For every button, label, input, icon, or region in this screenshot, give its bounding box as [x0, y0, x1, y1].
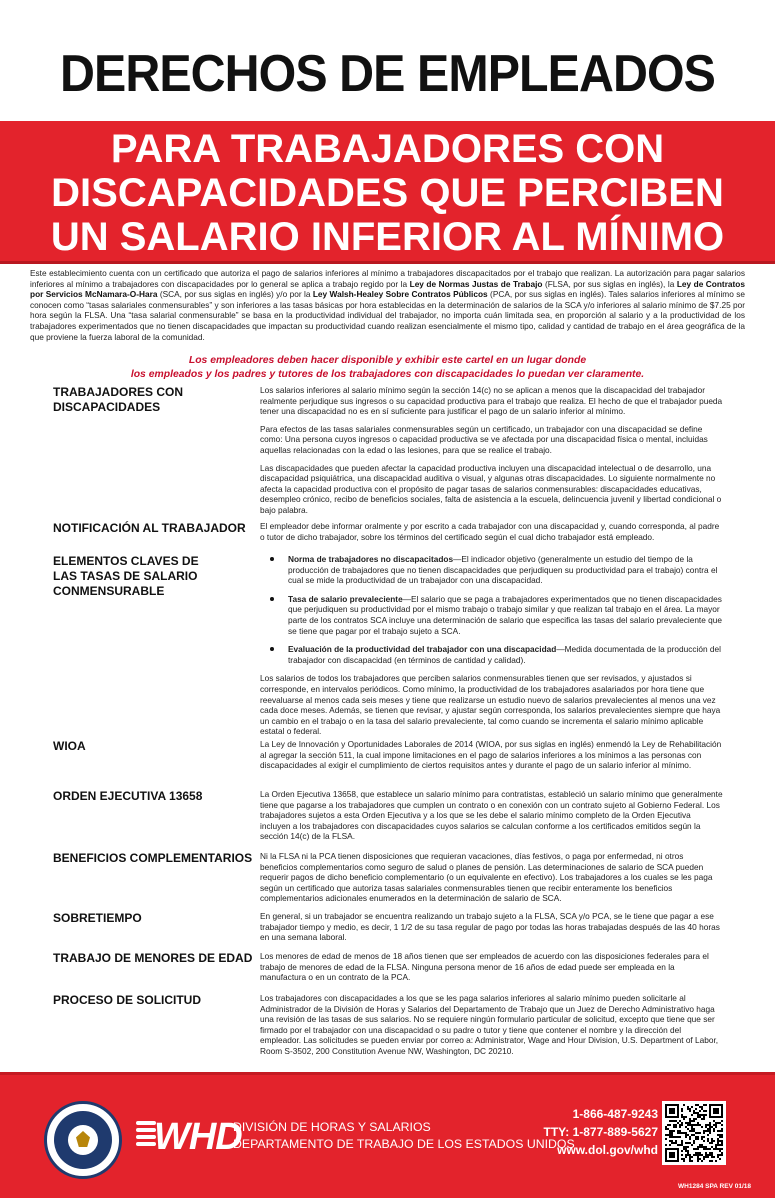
section-heading: BENEFICIOS COMPLEMENTARIOS — [53, 851, 253, 865]
section-heading: ELEMENTOS CLAVES DE LAS TASAS DE SALARIO CONMENSURABLE — [53, 554, 199, 598]
posting-notice — [30, 354, 745, 381]
phone-number: 1-866-487-9243 — [572, 1107, 658, 1121]
section-heading: PROCESO DE SOLICITUD — [53, 993, 202, 1007]
key-elements-list — [260, 554, 723, 665]
poster-title: DERECHOS DE EMPLEADOS — [60, 45, 715, 103]
section-body: Norma de trabajadores no discapacitados—El indicador objetivo (generalmente un estudio del tiempo de la producción de trabajadores que no tienen discapacidades que perjudiquen su productividad para el trabajo) contra el cual se mide la productividad de un trabajador con una discapacidad. Tasa de salario prevaleciente—El salario que se paga a trabajadores experimentados que no tienen discapacidades que perjudiquen su productividad por el mismo trabajo o trabajo similar y que realizan tal trabajo en el área. La mayor parte de los contratos SCA incluye una determinación de salario que especifica las tasas del salario prevaleciente que se tiene que pagar por el trabajo sujeto a SCA. Evaluación de la productividad del trabajador con una discapacidad—Medida documentada de la producción del trabajador con discapacidad (en términos de cantidad y calidad). Los salarios de todos los trabajadores que perciben salarios conmensurables tienen que ser revisados, y ajustados si corresponde, en intervalos periódicos. Como mínimo, la productividad de los trabajadores asalariados por hora tiene que reevaluarse al menos cada seis meses y tiene que realizarse un estudio nuevo de salarios prevalecientes al menos una vez cada doce meses. Además, se tienen que revisar, y ajustar según corresponda, los salarios prevalecientes siempre que haya un cambio en el trabajo o en la tasa del salario prevaleciente, tal como cuando se incrementa el salario mínimo aplicable estatal o federal. — [260, 554, 722, 737]
banner-line-1: PARA TRABAJADORES CON — [110, 127, 665, 171]
form-number: WH1284 SPA REV 01/18 — [678, 1183, 751, 1190]
section-body: Ni la FLSA ni la PCA tienen disposiciones que requieran vacaciones, días festivos, o paga por enfermedad, ni otros beneficios complementarios como seguro de salud o planes de pensión. Las determinaciones de salario de SCA pueden requerir pagos de dicho beneficio complementario (o un equivalente en efectivo). Los trabajadores a los cuales se les paga según un certificado que autoriza tasas salariales conmensurables tienen que recibir enteramente los beneficios complementarios adicionales enumerados en la determinación de salario de SCA. — [260, 851, 713, 904]
qr-code-icon — [662, 1101, 726, 1165]
intro-paragraph: Este establecimiento cuenta con un certificado que autoriza el pago de salarios inferiores al mínimo a trabajadores discapacitados por el trabajo que realizan. La autorización para pagar salarios inferiores al mínimo a trabajadores con discapacidades por lo general se aplica a trabajo regido por la Ley de Normas Justas de Trabajo (FLSA, por sus siglas en inglés), la Ley de Contratos por Servicios McNamara-O-Hara (SCA, por sus siglas en inglés) y/o por la Ley Walsh-Healey Sobre Contratos Públicos (PCA, por sus siglas en inglés). Tales salarios inferiores al mínimo se conocen como “tasas salariales conmensurables” y son inferiores a las tasas básicas por hora establecidas en la determinación de salarios de la SCA y/o inferiores al salario mínimo de $7.25 por hora según la FLSA. Una “tasa salarial conmensurable” se basa en la productividad individual del trabajador, no importa cuán limitada sea, en proporción al salario y a la productividad de los trabajadores experimentados que no tienen discapacidades que impactan su productividad cuando realizan esencialmente el mismo tipo, calidad y cantidad de trabajo en el área geográfica de la que proviene la fuerza laboral de la comunidad. — [30, 268, 745, 342]
section-body: Los salarios inferiores al salario mínimo según la sección 14(c) no se aplican a menos que la discapacidad del trabajador realmente perjudique sus ingresos o su capacidad productiva para el trabajo que realiza. El hecho de que el trabajador pueda tener una discapacidad no es en sí suficiente para justificar el pago de un salario inferior al mínimo. Para efectos de las tasas salariales conmensurables según un certificado, un trabajador con una discapacidad se define como: Una persona cuyos ingresos o capacidad productiva se ve afectada por una discapacidad física o mental, incluidas aquellas relacionadas con la edad o las lesiones, para que se realice el trabajo. Las discapacidades que pueden afectar la capacidad productiva incluyen una discapacidad intelectual o de desarrollo, una discapacidad psiquiátrica, una discapacidad auditiva o visual, y algunas otras discapacidades. Lo siguiente normalmente no afecta la capacidad productiva con el propósito de pagar tasas de salarios conmensurables: discapacidades educativas, desempleo crónico, recibo de beneficios sociales, falta de asistencia a la escuela, delincuencia juvenil y libertad condicional o bajo palabra. — [260, 385, 723, 515]
tty-number: TTY: 1-877-889-5627 — [543, 1125, 658, 1139]
department-name: DEPARTAMENTO DE TRABAJO DE LOS ESTADOS UNIDOS — [233, 1137, 575, 1151]
dol-seal-icon — [44, 1101, 122, 1179]
section-body: Los menores de edad de menos de 18 años tienen que ser empleados de acuerdo con las disposiciones federales para el trabajo de menores de edad de la FLSA. Ninguna persona menor de 16 años de edad puede ser empleada en la manufactura o en un contrato de la PCA. — [260, 951, 709, 983]
whd-logo: WHD — [136, 1115, 216, 1159]
section-heading: SOBRETIEMPO — [53, 911, 142, 925]
section-heading: TRABAJADORES CON DISCAPACIDADES — [53, 385, 184, 414]
contact-info — [543, 1105, 658, 1159]
notice-line-1: Los empleadores deben hacer disponible y exhibir este cartel en un lugar donde — [188, 355, 587, 366]
notice-line-2: los empleados y los padres y tutores de los trabajadores con discapacidades lo puedan ver claramente. — [130, 368, 645, 380]
banner-line-2: DISCAPACIDADES QUE PERCIBEN — [51, 171, 724, 215]
section-heading: ORDEN EJECUTIVA 13658 — [53, 789, 203, 803]
footer-bar — [0, 1072, 775, 1198]
section-body: En general, si un trabajador se encuentra realizando un trabajo sujeto a la FLSA, SCA y/o PCA, se le tiene que pagar a ese trabajador tiempo y medio, es decir, 1 1/2 de su tasa regular de pago por todas las horas trabajadas después de las 40 horas en una semana laboral. — [260, 911, 720, 943]
section-body: Los trabajadores con discapacidades a los que se les paga salarios inferiores al salario mínimo pueden solicitarle al Administrador de la División de Horas y Salarios del Departamento de Trabajo que un Juez de Derecho Administrativo haga una revisión de las tasas de sus salarios. No se requiere ningún formulario particular de solicitud, excepto que tiene que ser firmado por el trabajador con una discapacidad o su padre o tutor y tiene que contener el nombre y la dirección del empleador. Las solicitudes se pueden enviar por correo a: Administrator, Wage and Hour Division, U.S. Department of Labor, Room S-3502, 200 Constitution Avenue NW, Washington, DC 20210. — [260, 993, 719, 1056]
flag-stripes-icon — [136, 1121, 156, 1153]
banner-line-3: UN SALARIO INFERIOR AL MÍNIMO — [50, 215, 725, 259]
agency-name — [233, 1119, 575, 1153]
section-body: La Ley de Innovación y Oportunidades Laborales de 2014 (WIOA, por sus siglas en inglés) enmendó la Ley de Rehabilitación al agregar la sección 511, la cual impone limitaciones en el pago de salarios inferiores a los mínimos a las personas con discapacidades al exigir el cumplimiento de ciertos requisitos antes y durante el pago de un salario inferior al mínimo. — [260, 739, 722, 771]
list-item: Evaluación de la productividad del trabajador con una discapacidad—Medida documentada de la producción del trabajador con discapacidad (en términos de cantidad y calidad). — [260, 644, 723, 665]
section-body: El empleador debe informar oralmente y por escrito a cada trabajador con una discapacidad y, cuando corresponda, al padre o tutor de dicho trabajador, sobre los términos del certificado según el cual dicho trabajador está empleado. — [260, 521, 720, 542]
website-link[interactable]: www.dol.gov/whd — [557, 1143, 658, 1157]
section-heading: NOTIFICACIÓN AL TRABAJADOR — [53, 521, 246, 535]
title-banner — [0, 121, 775, 264]
list-item: Tasa de salario prevaleciente—El salario que se paga a trabajadores experimentados que no tienen discapacidades que perjudiquen su productividad por el mismo trabajo o trabajo similar y que realizan tal trabajo en el área. La mayor parte de los contratos SCA incluye una determinación de salario que especifica las tasas del salario prevaleciente que se tiene que pagar por el trabajo sujeto a SCA. — [260, 594, 723, 636]
section-body: La Orden Ejecutiva 13658, que establece un salario mínimo para contratistas, estableció un salario mínimo que generalmente tiene que pagarse a los trabajadores que cumplen un contrato o en conexión con un contrato sujeto al Gobierno Federal. Los trabajadores sujetos a esta Orden Ejecutiva y a los que se les debe el salario mínimo completo de la Orden Ejecutiva incluyen a los trabajadores con discapacidades cuyos salarios se calculan conforme a los certificados emitidos según la sección 14(c) de la FLSA. — [260, 789, 723, 842]
section-heading: WIOA — [53, 739, 86, 753]
division-name: DIVISIÓN DE HORAS Y SALARIOS — [233, 1120, 431, 1134]
section-heading: TRABAJO DE MENORES DE EDAD — [53, 951, 253, 965]
list-item: Norma de trabajadores no discapacitados—El indicador objetivo (generalmente un estudio del tiempo de la producción de trabajadores que no tienen discapacidades que perjudiquen su productividad para el trabajo) contra el cual se mide la productividad de un trabajador con una discapacidad. — [260, 554, 723, 586]
